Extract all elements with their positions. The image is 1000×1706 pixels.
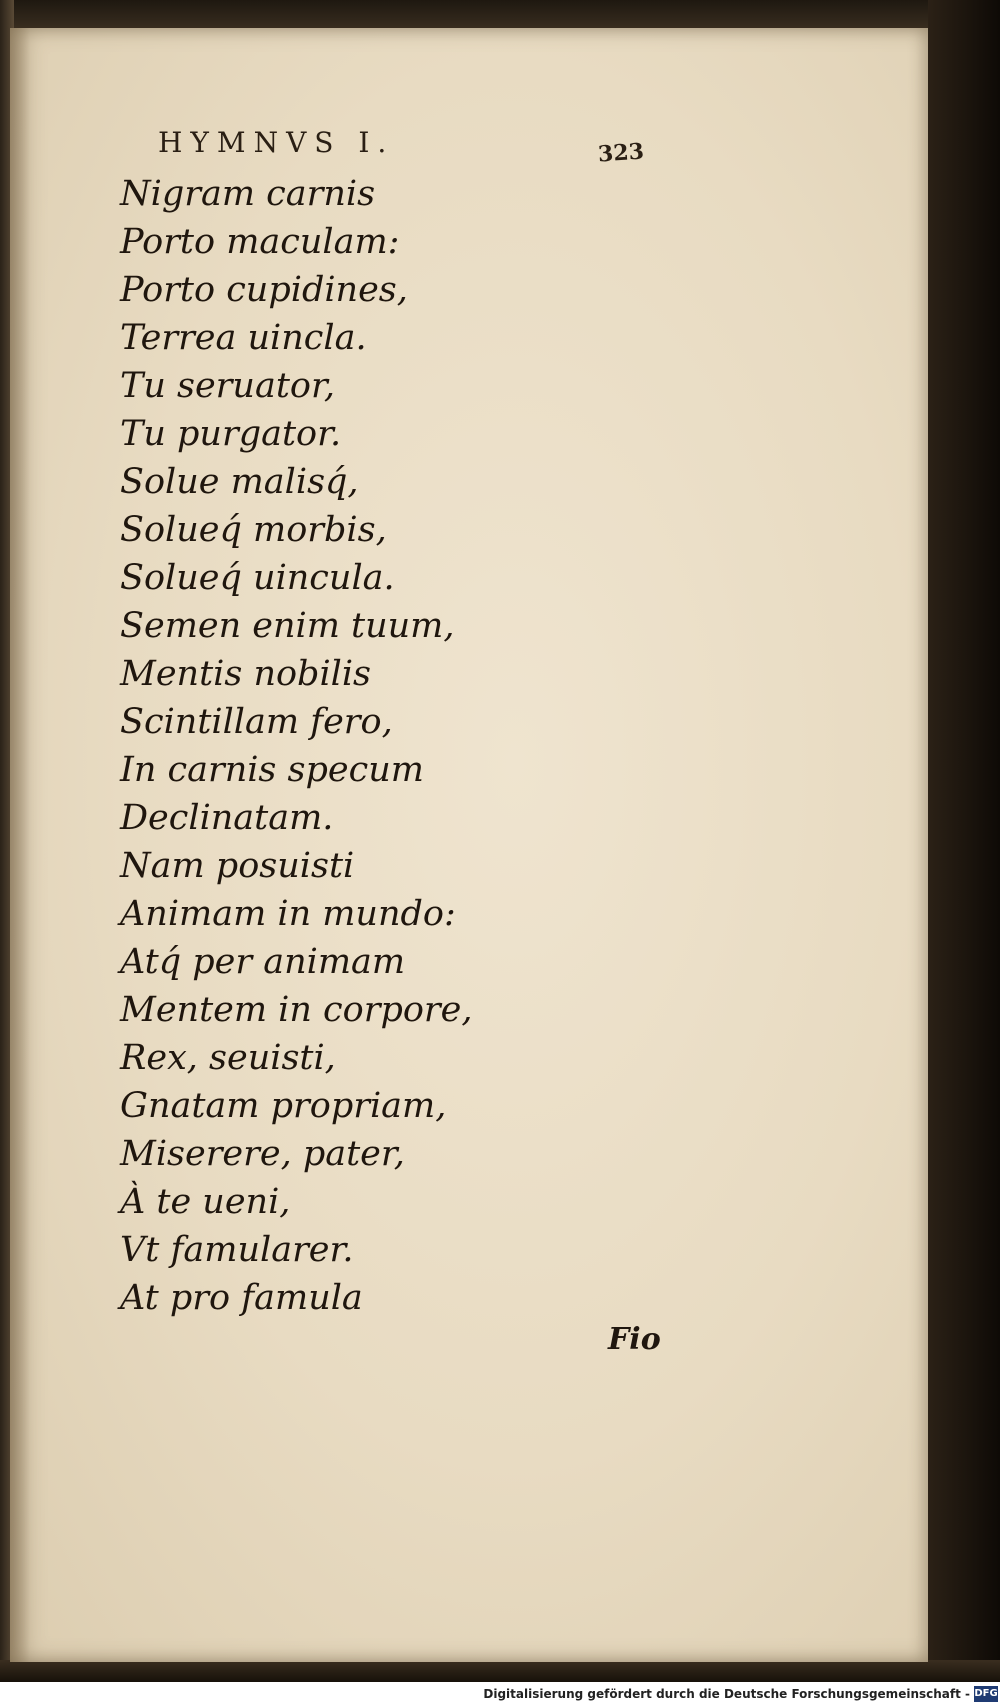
verse-line: Atq́ per animam [120,942,406,982]
verse-line: At pro famula [120,1278,363,1318]
digitization-credit: Digitalisierung gefördert durch die Deutsche Forschungsgemeinschaft - [483,1687,970,1701]
verse-line: À te ueni, [120,1182,291,1222]
verse-line: In carnis specum [120,750,424,790]
page-gutter-shadow [10,28,30,1662]
verse-line: Semen enim tuum, [120,606,455,646]
verse-line: Nigram carnis [120,174,376,214]
page-number: 323 [597,138,645,168]
verse-line: Declinatam. [120,798,334,838]
verse-line: Solue malisq́, [120,462,359,502]
verse-line: Scintillam fero, [120,702,393,742]
verse-line: Porto maculam: [120,222,400,262]
running-head: HYMNVS I. [158,126,395,159]
verse-line: Terrea uincla. [120,318,367,358]
verse-line: Miserere, pater, [120,1134,405,1174]
verse-line: Mentis nobilis [120,654,371,694]
verse-line: Tu seruator, [120,366,335,406]
verse-line: Gnatam propriam, [120,1086,447,1126]
verse-line: Rex, seuisti, [120,1038,336,1078]
scan-frame-top [0,0,1000,30]
scan-frame-right [928,0,1000,1680]
verse-line: Solueq́ uincula. [120,558,395,598]
verse-line: Nam posuisti [120,846,355,886]
catchword: Fio [608,1322,661,1357]
verse-line: Solueq́ morbis, [120,510,387,550]
verse-line: Vt famularer. [120,1230,354,1270]
dfg-logo: DFG [974,1686,998,1702]
verse-line: Mentem in corpore, [120,990,473,1030]
scan-frame-bottom [0,1660,1000,1682]
digitization-credit-bar [0,1684,1000,1706]
verse-line: Animam in mundo: [120,894,456,934]
verse-line: Porto cupidines, [120,270,408,310]
verse-line: Tu purgator. [120,414,342,454]
hymn-verses [120,170,473,1322]
